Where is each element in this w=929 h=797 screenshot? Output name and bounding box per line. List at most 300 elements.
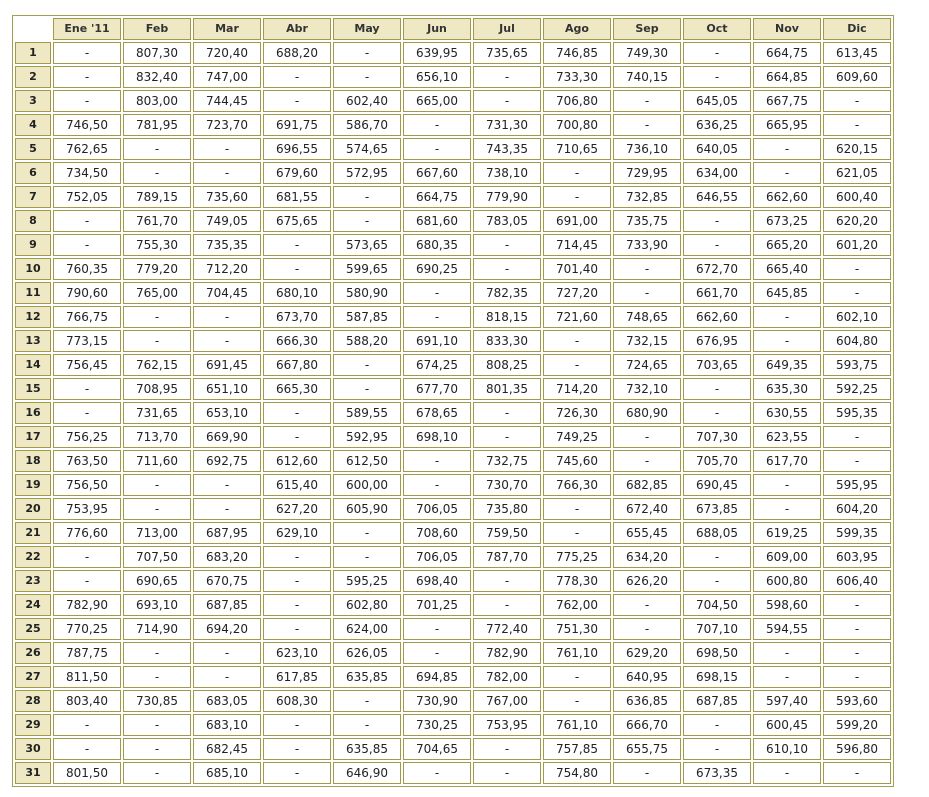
table-cell: 595,35: [823, 402, 891, 424]
table-cell: 640,05: [683, 138, 751, 160]
table-cell: 626,05: [333, 642, 401, 664]
table-row: [15, 282, 891, 304]
table-cell: -: [823, 114, 891, 136]
table-cell: 670,75: [193, 570, 261, 592]
table-cell: -: [683, 546, 751, 568]
table-cell: 731,65: [123, 402, 191, 424]
table-cell: 749,05: [193, 210, 261, 232]
table-cell: -: [333, 210, 401, 232]
table-cell: 710,65: [543, 138, 611, 160]
table-cell: 727,20: [543, 282, 611, 304]
table-cell: -: [683, 714, 751, 736]
table-cell: 735,65: [473, 42, 541, 64]
table-cell: 721,60: [543, 306, 611, 328]
table-cell: -: [753, 162, 821, 184]
table-cell: -: [263, 738, 331, 760]
table-cell: -: [823, 90, 891, 112]
table-cell: -: [263, 618, 331, 640]
row-header-day: 23: [15, 570, 51, 592]
table-cell: 602,40: [333, 90, 401, 112]
table-cell: 586,70: [333, 114, 401, 136]
table-cell: 649,35: [753, 354, 821, 376]
table-cell: 703,65: [683, 354, 751, 376]
table-cell: -: [753, 306, 821, 328]
table-cell: 673,35: [683, 762, 751, 784]
table-cell: 818,15: [473, 306, 541, 328]
table-cell: -: [123, 714, 191, 736]
table-cell: -: [193, 330, 261, 352]
table-row: [15, 162, 891, 184]
table-cell: -: [53, 402, 121, 424]
table-row: [15, 210, 891, 232]
table-cell: 592,25: [823, 378, 891, 400]
table-cell: 574,65: [333, 138, 401, 160]
table-cell: 775,25: [543, 546, 611, 568]
table-row: [15, 522, 891, 544]
table-cell: 712,20: [193, 258, 261, 280]
table-cell: -: [333, 546, 401, 568]
table-cell: -: [403, 306, 471, 328]
table-cell: -: [823, 282, 891, 304]
table-cell: 734,50: [53, 162, 121, 184]
table-cell: 623,55: [753, 426, 821, 448]
table-cell: 661,70: [683, 282, 751, 304]
table-cell: -: [683, 738, 751, 760]
table-cell: -: [263, 594, 331, 616]
table-cell: 665,00: [403, 90, 471, 112]
table-cell: -: [473, 426, 541, 448]
table-cell: 573,65: [333, 234, 401, 256]
table-row: [15, 450, 891, 472]
table-cell: 604,20: [823, 498, 891, 520]
row-header-day: 10: [15, 258, 51, 280]
row-header-day: 4: [15, 114, 51, 136]
table-cell: 747,00: [193, 66, 261, 88]
table-cell: 724,65: [613, 354, 681, 376]
table-cell: -: [683, 66, 751, 88]
row-header-day: 19: [15, 474, 51, 496]
table-cell: -: [403, 282, 471, 304]
table-row: [15, 570, 891, 592]
table-cell: -: [123, 738, 191, 760]
table-row: [15, 42, 891, 64]
table-cell: 782,00: [473, 666, 541, 688]
table-cell: 801,50: [53, 762, 121, 784]
table-cell: 608,30: [263, 690, 331, 712]
table-cell: 646,55: [683, 186, 751, 208]
table-cell: 732,85: [613, 186, 681, 208]
table-cell: 673,70: [263, 306, 331, 328]
table-cell: 832,40: [123, 66, 191, 88]
table-cell: 803,40: [53, 690, 121, 712]
row-header-day: 20: [15, 498, 51, 520]
table-cell: 701,40: [543, 258, 611, 280]
table-cell: 603,95: [823, 546, 891, 568]
row-header-day: 5: [15, 138, 51, 160]
row-header-day: 13: [15, 330, 51, 352]
table-cell: 763,50: [53, 450, 121, 472]
table-cell: -: [473, 258, 541, 280]
table-cell: -: [53, 66, 121, 88]
table-cell: 708,60: [403, 522, 471, 544]
table-cell: 640,95: [613, 666, 681, 688]
table-cell: -: [193, 666, 261, 688]
table-cell: 600,00: [333, 474, 401, 496]
table-cell: 732,10: [613, 378, 681, 400]
table-cell: -: [263, 570, 331, 592]
table-cell: -: [543, 666, 611, 688]
table-cell: -: [543, 162, 611, 184]
table-cell: 761,10: [543, 714, 611, 736]
table-cell: 600,45: [753, 714, 821, 736]
table-cell: 691,00: [543, 210, 611, 232]
row-header-day: 2: [15, 66, 51, 88]
table-cell: 667,75: [753, 90, 821, 112]
table-row: [15, 642, 891, 664]
table-row: [15, 138, 891, 160]
table-cell: 711,60: [123, 450, 191, 472]
table-cell: 656,10: [403, 66, 471, 88]
column-header-month: Jun: [403, 18, 471, 40]
table-cell: -: [263, 714, 331, 736]
table-cell: 602,10: [823, 306, 891, 328]
table-cell: 664,75: [403, 186, 471, 208]
table-cell: 714,90: [123, 618, 191, 640]
table-cell: 707,10: [683, 618, 751, 640]
column-header-month: Ago: [543, 18, 611, 40]
table-cell: -: [543, 330, 611, 352]
table-cell: 726,30: [543, 402, 611, 424]
table-cell: -: [683, 570, 751, 592]
table-cell: -: [823, 666, 891, 688]
table-cell: 749,25: [543, 426, 611, 448]
table-cell: 729,95: [613, 162, 681, 184]
table-cell: 789,15: [123, 186, 191, 208]
table-cell: 698,40: [403, 570, 471, 592]
table-cell: 589,55: [333, 402, 401, 424]
table-cell: 680,10: [263, 282, 331, 304]
table-cell: 687,95: [193, 522, 261, 544]
table-cell: -: [193, 306, 261, 328]
table-cell: -: [333, 354, 401, 376]
table-row: [15, 426, 891, 448]
table-cell: -: [263, 546, 331, 568]
table-cell: 679,60: [263, 162, 331, 184]
table-cell: 765,00: [123, 282, 191, 304]
table-cell: 680,35: [403, 234, 471, 256]
table-cell: -: [683, 234, 751, 256]
row-header-day: 30: [15, 738, 51, 760]
table-cell: -: [473, 66, 541, 88]
row-header-day: 31: [15, 762, 51, 784]
table-cell: 766,75: [53, 306, 121, 328]
table-cell: -: [613, 114, 681, 136]
table-row: [15, 666, 891, 688]
table-cell: -: [263, 66, 331, 88]
table-cell: -: [193, 642, 261, 664]
table-cell: 665,40: [753, 258, 821, 280]
table-cell: -: [53, 90, 121, 112]
table-cell: 667,60: [403, 162, 471, 184]
table-cell: 748,65: [613, 306, 681, 328]
table-cell: 759,50: [473, 522, 541, 544]
table-cell: 761,10: [543, 642, 611, 664]
table-cell: 610,10: [753, 738, 821, 760]
header-row: [15, 18, 891, 40]
table-cell: 756,50: [53, 474, 121, 496]
table-cell: 744,45: [193, 90, 261, 112]
table-cell: 707,50: [123, 546, 191, 568]
table-cell: 675,65: [263, 210, 331, 232]
table-row: [15, 66, 891, 88]
table-cell: 698,50: [683, 642, 751, 664]
table-cell: -: [123, 474, 191, 496]
table-cell: -: [333, 690, 401, 712]
table-cell: 713,70: [123, 426, 191, 448]
row-header-day: 21: [15, 522, 51, 544]
table-row: [15, 258, 891, 280]
table-cell: 619,25: [753, 522, 821, 544]
table-cell: -: [753, 498, 821, 520]
table-cell: 732,75: [473, 450, 541, 472]
table-cell: 705,70: [683, 450, 751, 472]
table-cell: 615,40: [263, 474, 331, 496]
table-cell: 714,45: [543, 234, 611, 256]
table-cell: -: [333, 66, 401, 88]
table-cell: 593,75: [823, 354, 891, 376]
table-cell: 630,55: [753, 402, 821, 424]
row-header-day: 24: [15, 594, 51, 616]
table-cell: 635,30: [753, 378, 821, 400]
table-cell: 612,60: [263, 450, 331, 472]
corner-cell: [15, 18, 51, 40]
table-cell: 664,75: [753, 42, 821, 64]
table-cell: 683,05: [193, 690, 261, 712]
column-header-month: Mar: [193, 18, 261, 40]
table-cell: -: [473, 762, 541, 784]
table-cell: -: [53, 378, 121, 400]
table-cell: 743,35: [473, 138, 541, 160]
table-cell: 720,40: [193, 42, 261, 64]
table-cell: -: [333, 42, 401, 64]
table-cell: -: [613, 618, 681, 640]
table-cell: 731,30: [473, 114, 541, 136]
row-header-day: 11: [15, 282, 51, 304]
table-cell: 696,55: [263, 138, 331, 160]
table-cell: 776,60: [53, 522, 121, 544]
table-cell: -: [193, 162, 261, 184]
row-header-day: 12: [15, 306, 51, 328]
table-cell: -: [193, 474, 261, 496]
table-cell: 620,15: [823, 138, 891, 160]
table-cell: -: [543, 186, 611, 208]
table-cell: 808,25: [473, 354, 541, 376]
table-cell: 673,25: [753, 210, 821, 232]
table-cell: 691,10: [403, 330, 471, 352]
table-cell: 676,95: [683, 330, 751, 352]
table-cell: 598,60: [753, 594, 821, 616]
table-cell: -: [403, 642, 471, 664]
table-cell: 688,05: [683, 522, 751, 544]
table-cell: 690,45: [683, 474, 751, 496]
table-cell: 756,45: [53, 354, 121, 376]
table-cell: 714,20: [543, 378, 611, 400]
table-cell: -: [613, 426, 681, 448]
table-cell: -: [613, 594, 681, 616]
table-cell: 713,00: [123, 522, 191, 544]
table-cell: 733,30: [543, 66, 611, 88]
table-cell: -: [333, 378, 401, 400]
table-cell: -: [263, 234, 331, 256]
daily-values-table: [12, 15, 894, 787]
row-header-day: 26: [15, 642, 51, 664]
table-cell: 683,20: [193, 546, 261, 568]
row-header-day: 6: [15, 162, 51, 184]
table-cell: -: [333, 714, 401, 736]
table-cell: 735,75: [613, 210, 681, 232]
table-cell: 592,95: [333, 426, 401, 448]
table-cell: 704,65: [403, 738, 471, 760]
table-cell: -: [823, 450, 891, 472]
table-cell: 762,65: [53, 138, 121, 160]
table-cell: -: [613, 450, 681, 472]
daily-values-table-container: [12, 15, 894, 787]
table-cell: 691,45: [193, 354, 261, 376]
table-cell: -: [753, 330, 821, 352]
table-cell: 753,95: [53, 498, 121, 520]
table-cell: 707,30: [683, 426, 751, 448]
table-cell: 754,80: [543, 762, 611, 784]
table-cell: -: [473, 594, 541, 616]
table-cell: 730,85: [123, 690, 191, 712]
table-cell: -: [193, 498, 261, 520]
table-cell: 617,70: [753, 450, 821, 472]
table-cell: 634,00: [683, 162, 751, 184]
column-header-month: Jul: [473, 18, 541, 40]
table-cell: 677,70: [403, 378, 471, 400]
table-cell: 636,85: [613, 690, 681, 712]
table-cell: -: [473, 90, 541, 112]
table-cell: -: [53, 570, 121, 592]
table-cell: -: [823, 642, 891, 664]
table-row: [15, 498, 891, 520]
table-cell: -: [823, 618, 891, 640]
table-row: [15, 762, 891, 784]
row-header-day: 9: [15, 234, 51, 256]
column-header-month: Abr: [263, 18, 331, 40]
table-cell: 602,80: [333, 594, 401, 616]
table-cell: -: [613, 258, 681, 280]
table-cell: 646,90: [333, 762, 401, 784]
table-row: [15, 234, 891, 256]
table-cell: 772,40: [473, 618, 541, 640]
table-cell: -: [473, 402, 541, 424]
table-cell: 624,00: [333, 618, 401, 640]
table-cell: 746,50: [53, 114, 121, 136]
table-cell: -: [403, 618, 471, 640]
table-cell: -: [53, 210, 121, 232]
table-cell: -: [123, 498, 191, 520]
table-cell: -: [403, 114, 471, 136]
table-cell: 678,65: [403, 402, 471, 424]
table-body: [15, 42, 891, 784]
table-cell: 580,90: [333, 282, 401, 304]
table-cell: 623,10: [263, 642, 331, 664]
table-cell: 706,05: [403, 498, 471, 520]
table-cell: -: [753, 666, 821, 688]
table-cell: 639,95: [403, 42, 471, 64]
table-cell: 683,10: [193, 714, 261, 736]
table-cell: -: [823, 762, 891, 784]
row-header-day: 22: [15, 546, 51, 568]
table-cell: 735,35: [193, 234, 261, 256]
table-row: [15, 354, 891, 376]
table-cell: 693,10: [123, 594, 191, 616]
table-cell: 665,95: [753, 114, 821, 136]
table-cell: 688,20: [263, 42, 331, 64]
table-cell: -: [263, 90, 331, 112]
table-cell: 685,10: [193, 762, 261, 784]
table-cell: 708,95: [123, 378, 191, 400]
table-cell: 664,85: [753, 66, 821, 88]
table-cell: 782,35: [473, 282, 541, 304]
table-cell: 730,90: [403, 690, 471, 712]
column-header-month: Nov: [753, 18, 821, 40]
table-cell: 746,85: [543, 42, 611, 64]
table-cell: 740,15: [613, 66, 681, 88]
table-cell: -: [263, 402, 331, 424]
table-row: [15, 738, 891, 760]
table-cell: 609,60: [823, 66, 891, 88]
table-cell: 621,05: [823, 162, 891, 184]
table-cell: 756,25: [53, 426, 121, 448]
table-cell: -: [683, 210, 751, 232]
table-cell: 605,90: [333, 498, 401, 520]
table-cell: 606,40: [823, 570, 891, 592]
table-cell: 730,25: [403, 714, 471, 736]
table-cell: 666,70: [613, 714, 681, 736]
table-cell: 634,20: [613, 546, 681, 568]
table-cell: -: [53, 42, 121, 64]
table-cell: 733,90: [613, 234, 681, 256]
table-cell: 595,25: [333, 570, 401, 592]
table-cell: -: [123, 138, 191, 160]
table-cell: 755,30: [123, 234, 191, 256]
table-cell: 698,10: [403, 426, 471, 448]
table-row: [15, 378, 891, 400]
column-header-month: Oct: [683, 18, 751, 40]
table-cell: 779,90: [473, 186, 541, 208]
table-cell: 783,05: [473, 210, 541, 232]
table-cell: -: [403, 138, 471, 160]
row-header-day: 7: [15, 186, 51, 208]
table-cell: 723,70: [193, 114, 261, 136]
table-cell: 604,80: [823, 330, 891, 352]
table-cell: 787,75: [53, 642, 121, 664]
table-cell: 691,75: [263, 114, 331, 136]
table-row: [15, 474, 891, 496]
table-cell: 645,05: [683, 90, 751, 112]
table-cell: -: [473, 234, 541, 256]
table-cell: -: [473, 738, 541, 760]
table-cell: -: [263, 426, 331, 448]
table-cell: 680,90: [613, 402, 681, 424]
table-cell: 692,75: [193, 450, 261, 472]
table-cell: 682,85: [613, 474, 681, 496]
table-row: [15, 546, 891, 568]
table-cell: -: [823, 594, 891, 616]
table-cell: 781,95: [123, 114, 191, 136]
